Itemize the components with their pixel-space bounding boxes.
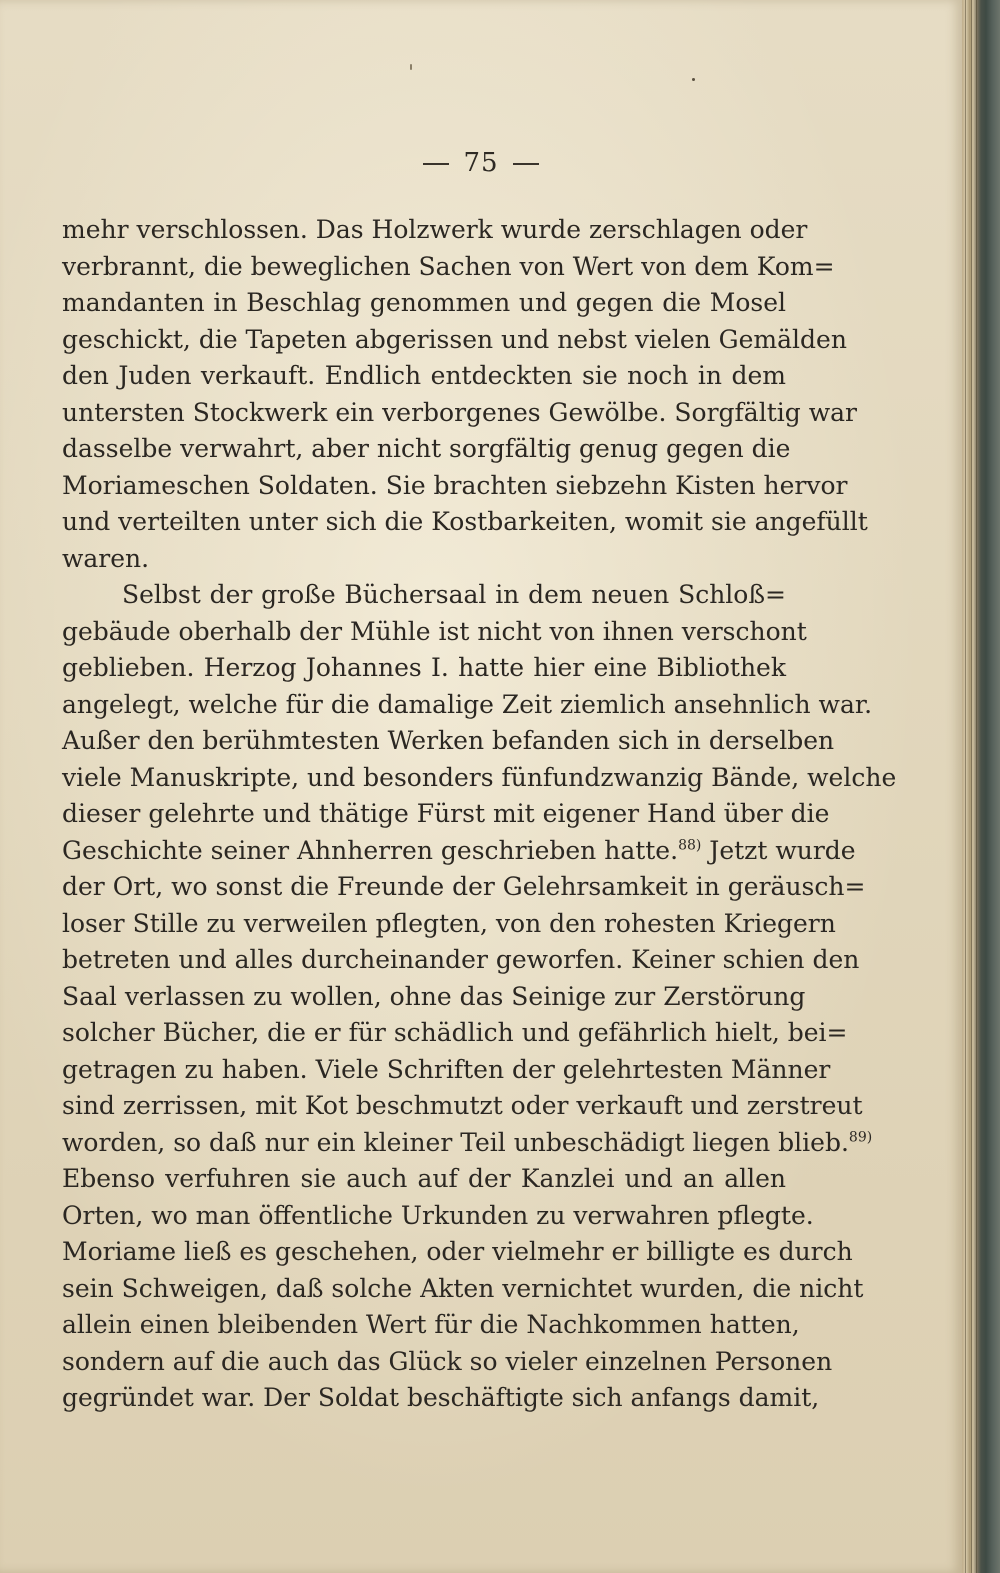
text-line [62, 650, 786, 687]
line-text: Außer den berühmtesten Werken befanden sich in derselben [62, 726, 835, 755]
line-text: mandanten in Beschlag genommen und gegen die Mosel [62, 288, 786, 317]
text-line [62, 687, 873, 724]
page-number: 75 [463, 148, 499, 178]
line-text: worden, so daß nur ein kleiner Teil unbeschädigt liegen blieb. [62, 1127, 849, 1157]
line-text: der Ort, wo sonst die Freunde der Gelehrsamkeit in geräusch= [62, 872, 866, 901]
text-line [62, 979, 806, 1016]
edge-line [976, 0, 977, 1573]
text-line [62, 833, 856, 870]
line-text: dasselbe verwahrt, aber nicht sorgfältig genug gegen die [62, 434, 791, 463]
line-text: sein Schweigen, daß solche Akten vernichtet wurden, die nicht [62, 1273, 864, 1303]
line-text: allein einen bleibenden Wert für die Nachkommen hatten, [62, 1310, 800, 1339]
text-line [62, 1271, 864, 1308]
line-text: Geschichte seiner Ahnherren geschrieben hatte. [62, 835, 679, 865]
text-line [62, 614, 807, 651]
line-text: solcher Bücher, die er für schädlich und gefährlich hielt, bei= [62, 1018, 848, 1047]
text-line [62, 1052, 831, 1089]
text-line [62, 906, 836, 943]
text-line [62, 285, 786, 322]
text-line [62, 1088, 863, 1125]
line-text: gebäude oberhalb der Mühle ist nicht von ihnen verschont [62, 616, 807, 646]
line-text: getragen zu haben. Viele Schriften der gelehrtesten Männer [62, 1054, 831, 1084]
footnote-reference: 89) [848, 1129, 873, 1146]
line-text: Moriame ließ es geschehen, oder vielmehr er billigte es durch [62, 1237, 853, 1266]
line-text: dieser gelehrte und thätige Fürst mit eigener Hand über die [62, 799, 830, 828]
text-line [62, 358, 786, 395]
line-text: Moriameschen Soldaten. Sie brachten siebzehn Kisten hervor [62, 470, 848, 500]
edge-line [965, 0, 966, 1573]
line-text-continued: Jetzt wurde [701, 835, 856, 865]
text-line [62, 468, 848, 505]
line-text: den Juden verkauft. Endlich entdeckten sie noch in dem [62, 361, 786, 390]
ink-speck [692, 78, 695, 81]
text-line [62, 760, 897, 797]
ink-speck [410, 64, 412, 70]
text-line [62, 1307, 800, 1344]
page-number-header [0, 148, 962, 178]
line-text: betreten und alles durcheinander geworfen. Keiner schien den [62, 945, 860, 974]
line-text: und verteilten unter sich die Kostbarkeiten, womit sie angefüllt [62, 507, 868, 536]
text-line [62, 504, 868, 541]
line-text: loser Stille zu verweilen pflegten, von den rohesten Kriegern [62, 908, 836, 938]
line-text: sondern auf die auch das Glück so vieler einzelnen Personen [62, 1346, 833, 1376]
line-text: angelegt, welche für die damalige Zeit ziemlich ansehnlich war. [62, 689, 873, 719]
text-line [62, 212, 808, 249]
edge-line [971, 0, 972, 1573]
line-text: sind zerrissen, mit Kot beschmutzt oder verkauft und zerstreut [62, 1091, 863, 1120]
text-line [62, 1015, 848, 1052]
text-line [62, 869, 866, 906]
line-text: viele Manuskripte, und besonders fünfundzwanzig Bände, welche [62, 762, 897, 792]
text-line [62, 541, 786, 578]
text-line [62, 431, 791, 468]
line-text: Saal verlassen zu wollen, ohne das Seinige zur Zerstörung [62, 981, 806, 1011]
text-line [62, 1344, 833, 1381]
line-text: Orten, wo man öffentliche Urkunden zu verwahren pflegte. [62, 1200, 814, 1230]
line-text: waren. [62, 543, 150, 573]
line-text: geblieben. Herzog Johannes I. hatte hier eine Bibliothek [62, 653, 786, 682]
text-line [62, 1198, 814, 1235]
text-line [62, 249, 835, 286]
line-text: mehr verschlossen. Das Holzwerk wurde zerschlagen oder [62, 215, 808, 244]
text-line [62, 796, 830, 833]
text-line [62, 1161, 786, 1198]
text-line [62, 1234, 853, 1271]
line-text: gegründet war. Der Soldat beschäftigte sich anfangs damit, [62, 1383, 820, 1412]
text-line [62, 942, 860, 979]
header-dash-left [423, 163, 449, 165]
line-text: untersten Stockwerk ein verborgenes Gewölbe. Sorgfältig war [62, 397, 857, 427]
line-text: geschickt, die Tapeten abgerissen und nebst vielen Gemälden [62, 324, 847, 354]
header-dash-right [513, 163, 539, 165]
footnote-reference: 88) [678, 837, 702, 854]
book-edge [962, 0, 1000, 1573]
line-text: Selbst der große Büchersaal in dem neuen Schloß= [122, 580, 786, 609]
line-text: verbrannt, die beweglichen Sachen von Wert von dem Kom= [62, 251, 835, 281]
text-line [62, 723, 835, 760]
text-line [62, 577, 786, 614]
body-text [62, 212, 897, 1417]
text-line [62, 395, 857, 432]
text-line [62, 1125, 873, 1162]
text-line [62, 1380, 820, 1417]
text-line [62, 322, 847, 359]
line-text: Ebenso verfuhren sie auch auf der Kanzlei und an allen [62, 1164, 786, 1193]
